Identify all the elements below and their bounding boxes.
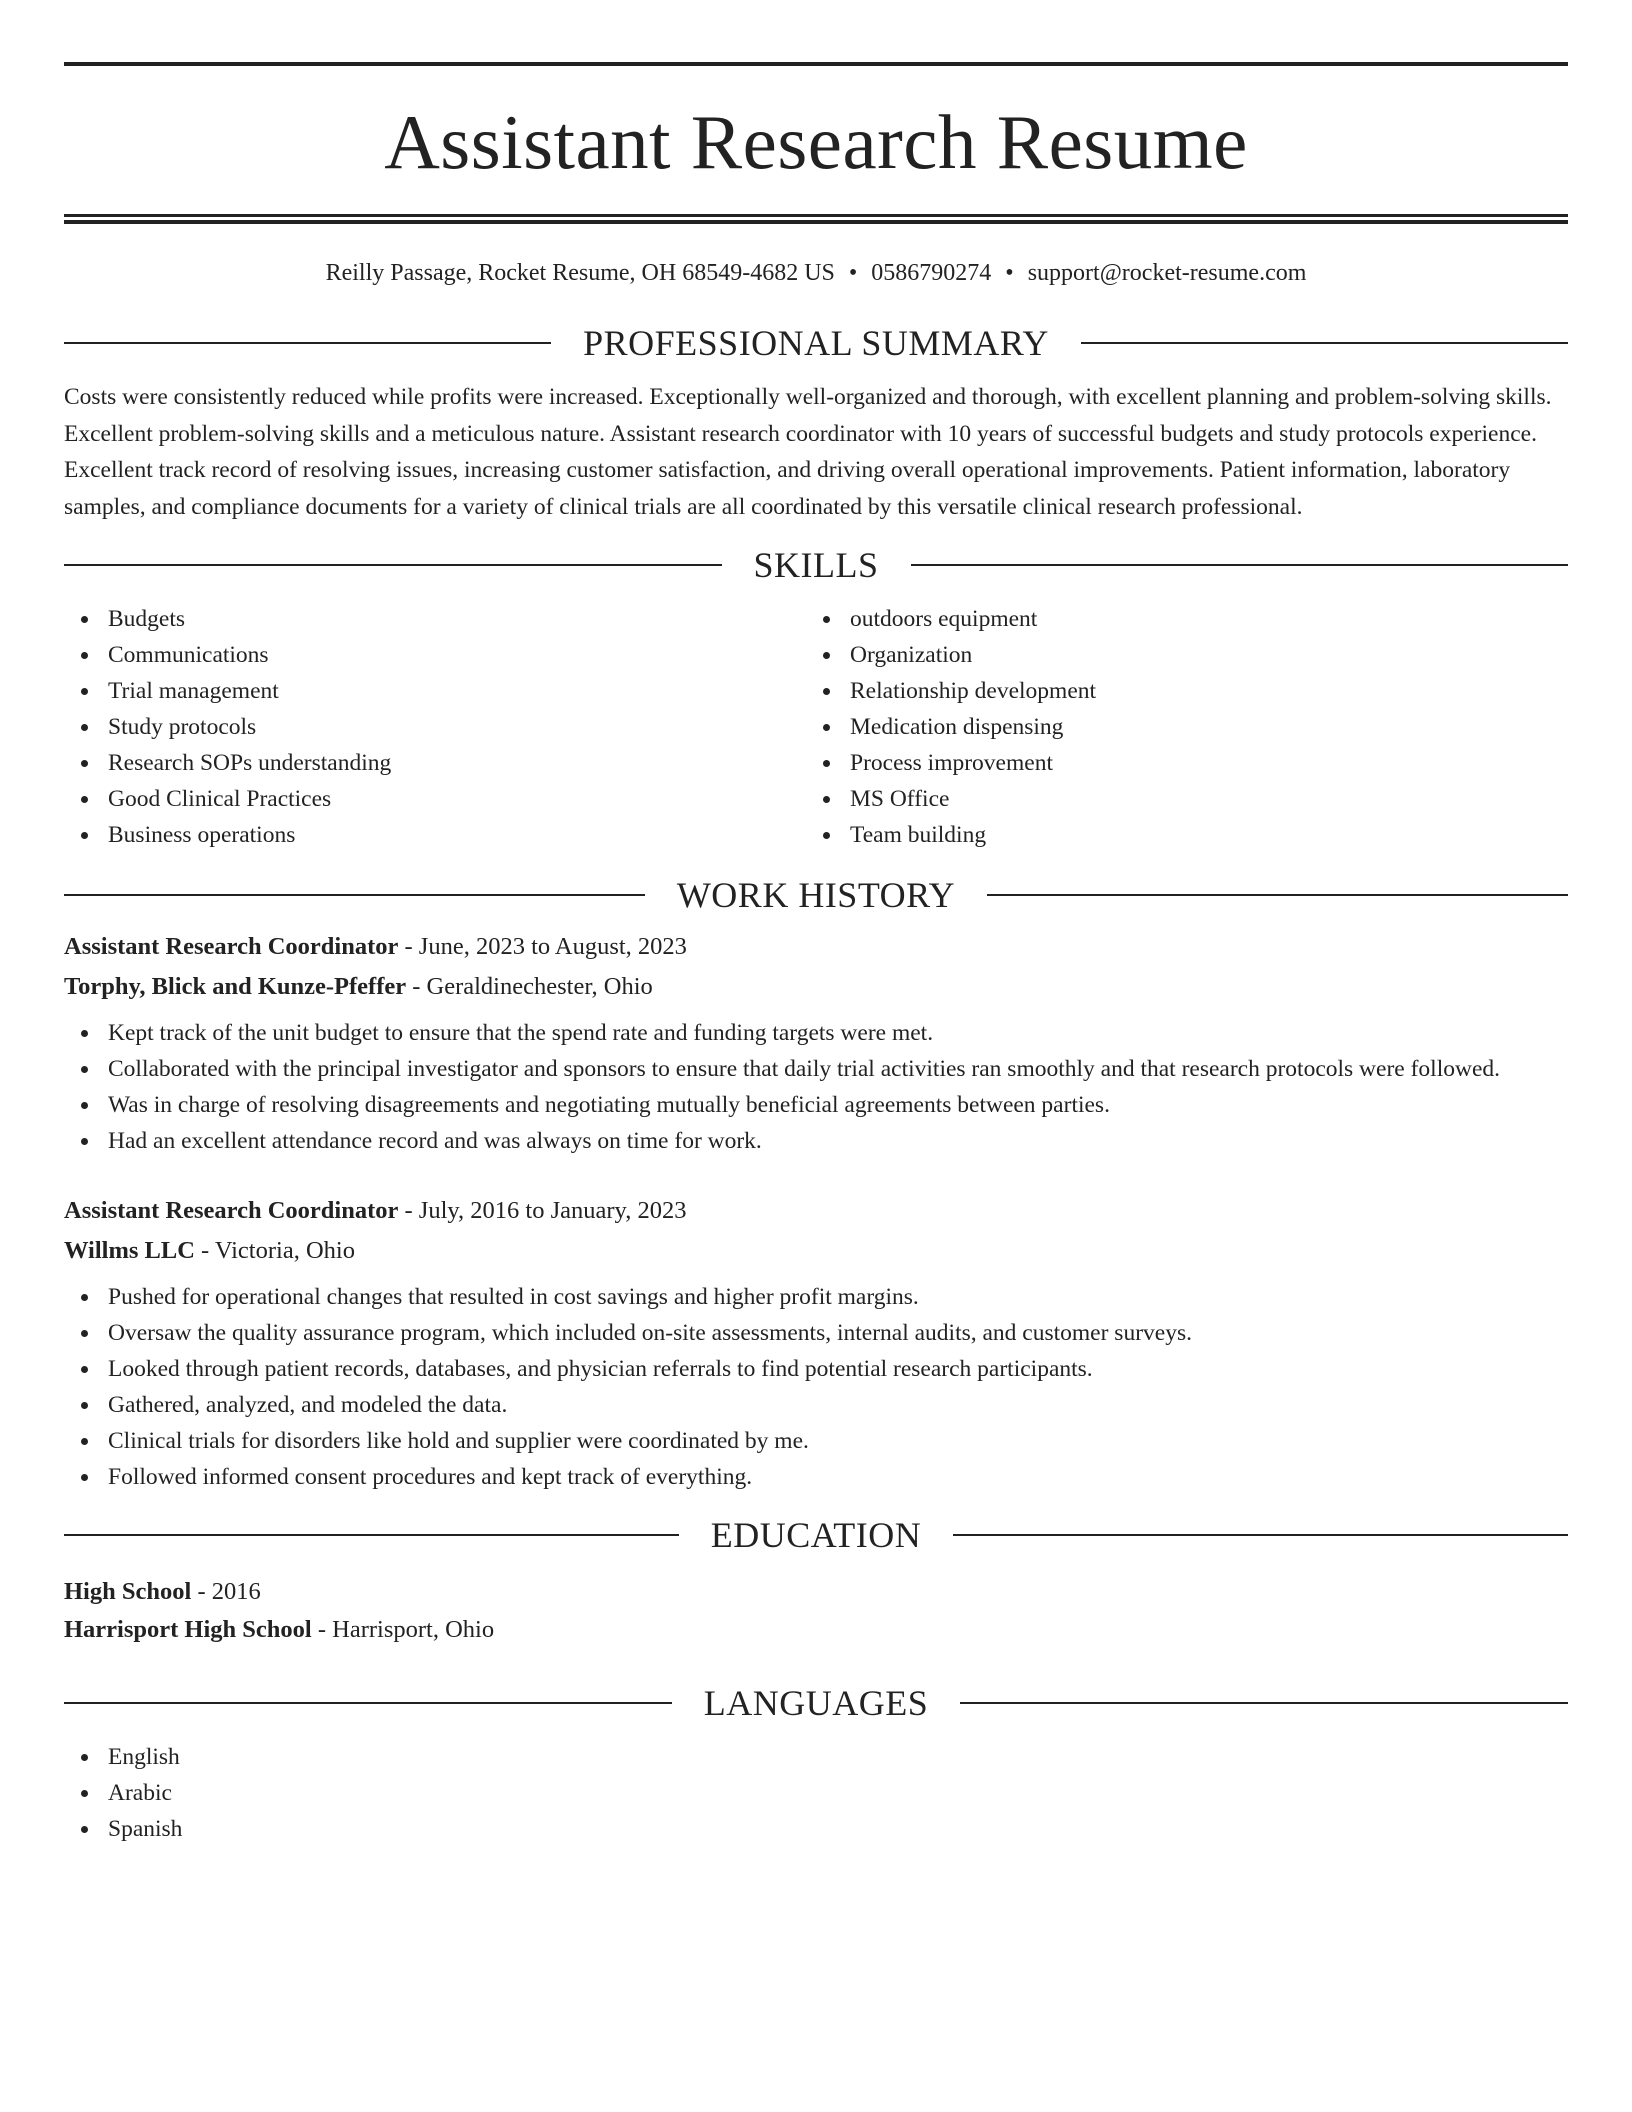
education-school: Harrisport High School: [64, 1616, 312, 1643]
job-bullet: Looked through patient records, databases, and physician referrals to find potential research participants.: [64, 1351, 1568, 1387]
job-company: Torphy, Blick and Kunze-Pfeffer: [64, 973, 407, 1000]
summary-text: Costs were consistently reduced while profits were increased. Exceptionally well-organized and thorough, with excellent planning and problem-solving skills. Excellent problem-solving skills and a meticulous nature. Assistant research coordinator with 10 years of successful budgets and study protocols experience. Excellent track record of resolving issues, increasing customer satisfaction, and driving overall operational improvements. Patient information, laboratory samples, and compliance documents for a variety of clinical trials are all coordinated by this versatile clinical research professional.: [64, 384, 1552, 520]
skill-item: Research SOPs understanding: [64, 745, 806, 781]
skill-item: MS Office: [806, 781, 1548, 817]
title-double-rule: [64, 214, 1568, 224]
skill-item: Team building: [806, 817, 1548, 853]
section-heading-education: [64, 1517, 1568, 1553]
job-title-line: [64, 927, 1568, 967]
skill-item: Good Clinical Practices: [64, 781, 806, 817]
heading-rule: [64, 564, 722, 566]
languages-heading: LANGUAGES: [703, 1683, 929, 1723]
job-bullets: [64, 1015, 1568, 1159]
job-title-line: [64, 1191, 1568, 1231]
skill-item: Budgets: [64, 601, 806, 637]
heading-rule: [953, 1534, 1568, 1536]
heading-rule: [960, 1702, 1568, 1704]
education-heading: EDUCATION: [710, 1515, 922, 1555]
heading-rule: [64, 894, 645, 896]
education-degree: High School: [64, 1578, 192, 1605]
skills-grid: [64, 597, 1568, 853]
skill-item: Communications: [64, 637, 806, 673]
skills-heading: SKILLS: [753, 545, 879, 585]
job-bullet: Had an excellent attendance record and was always on time for work.: [64, 1123, 1568, 1159]
section-heading-skills: [64, 547, 1568, 583]
job-location: - Victoria, Ohio: [201, 1237, 355, 1264]
work-heading: WORK HISTORY: [676, 875, 956, 915]
job-entry: [64, 927, 1568, 1159]
skill-item: Process improvement: [806, 745, 1548, 781]
contact-email[interactable]: support@rocket-resume.com: [1027, 260, 1307, 286]
language-item: English: [64, 1739, 1568, 1775]
job-bullet: Gathered, analyzed, and modeled the data.: [64, 1387, 1568, 1423]
heading-rule: [911, 564, 1569, 566]
contact-address: Reilly Passage, Rocket Resume, OH 68549-4682 US: [325, 260, 835, 286]
contact-line: [64, 261, 1568, 285]
job-bullet: Was in charge of resolving disagreements and negotiating mutually beneficial agreements between parties.: [64, 1087, 1568, 1123]
heading-rule: [64, 1534, 679, 1536]
job-bullet: Clinical trials for disorders like hold and supplier were coordinated by me.: [64, 1423, 1568, 1459]
skills-list-left: [64, 601, 806, 853]
education-entry: [64, 1567, 1568, 1649]
job-company: Willms LLC: [64, 1237, 195, 1264]
job-bullets: [64, 1279, 1568, 1495]
job-company-line: [64, 967, 1568, 1007]
section-heading-summary: [64, 325, 1568, 361]
job-title: Assistant Research Coordinator: [64, 933, 399, 960]
education-year: - 2016: [197, 1578, 261, 1605]
job-bullet: Pushed for operational changes that resulted in cost savings and higher profit margins.: [64, 1279, 1568, 1315]
job-company-line: [64, 1231, 1568, 1271]
job-bullet: Oversaw the quality assurance program, which included on-site assessments, internal audits, and customer surveys.: [64, 1315, 1568, 1351]
heading-rule: [64, 342, 551, 344]
page-title: Assistant Research Resume: [384, 99, 1248, 185]
education-degree-line: [64, 1573, 1568, 1611]
skill-item: Organization: [806, 637, 1548, 673]
skill-item: Medication dispensing: [806, 709, 1548, 745]
top-rule: [64, 62, 1568, 66]
job-dates: - June, 2023 to August, 2023: [404, 933, 687, 960]
contact-phone: 0586790274: [871, 260, 992, 286]
job-bullet: Kept track of the unit budget to ensure that the spend rate and funding targets were met.: [64, 1015, 1568, 1051]
skill-item: outdoors equipment: [806, 601, 1548, 637]
skill-item: Study protocols: [64, 709, 806, 745]
language-item: Spanish: [64, 1811, 1568, 1847]
languages-list: [64, 1735, 1568, 1847]
skill-item: Business operations: [64, 817, 806, 853]
skill-item: Relationship development: [806, 673, 1548, 709]
contact-separator: •: [848, 260, 858, 286]
summary-heading: PROFESSIONAL SUMMARY: [583, 323, 1049, 363]
heading-rule: [987, 894, 1568, 896]
job-location: - Geraldinechester, Ohio: [412, 973, 653, 1000]
contact-separator: •: [1005, 260, 1014, 286]
heading-rule: [64, 1702, 672, 1704]
job-title: Assistant Research Coordinator: [64, 1197, 399, 1224]
education-location: - Harrisport, Ohio: [317, 1616, 495, 1643]
heading-rule: [1081, 342, 1568, 344]
skill-item: Trial management: [64, 673, 806, 709]
section-heading-work: [64, 877, 1568, 913]
job-bullet: Collaborated with the principal investigator and sponsors to ensure that daily trial activities ran smoothly and that research protocols were followed.: [64, 1051, 1568, 1087]
job-entry: [64, 1191, 1568, 1495]
section-heading-languages: [64, 1685, 1568, 1721]
job-bullet: Followed informed consent procedures and kept track of everything.: [64, 1459, 1568, 1495]
language-item: Arabic: [64, 1775, 1568, 1811]
job-dates: - July, 2016 to January, 2023: [404, 1197, 687, 1224]
skills-list-right: [806, 601, 1548, 853]
education-school-line: [64, 1611, 1568, 1649]
